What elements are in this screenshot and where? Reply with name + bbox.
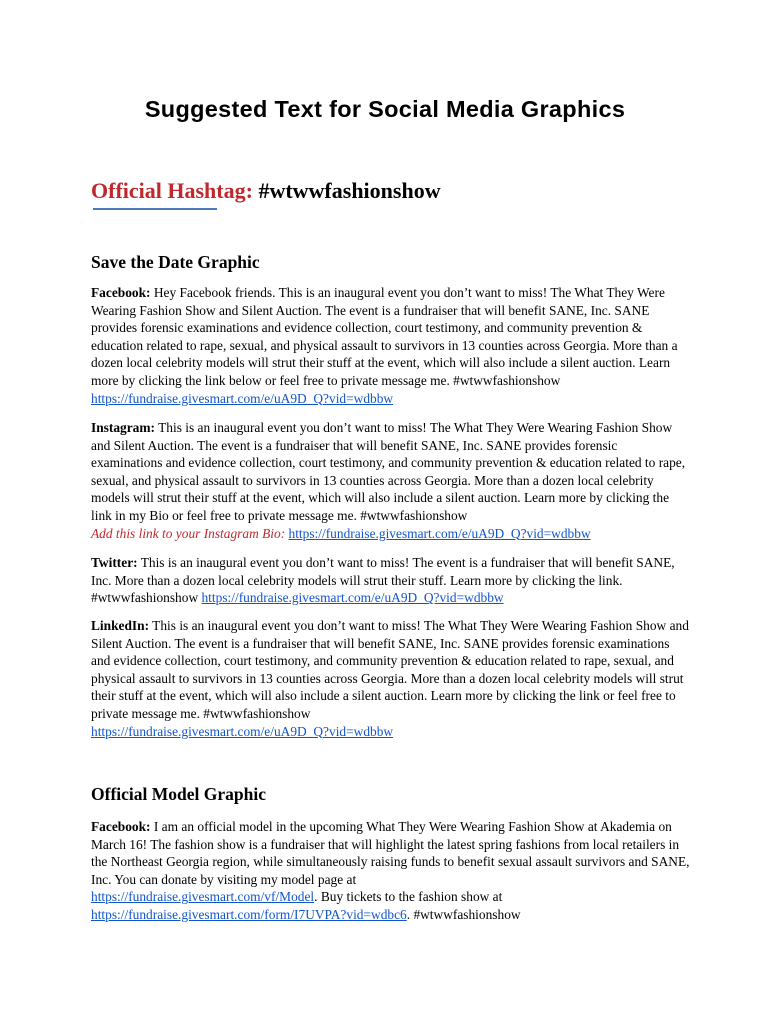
section-heading-save-the-date: Save the Date Graphic: [91, 252, 260, 272]
linkedin-post: [91, 617, 691, 740]
platform-label: Instagram:: [91, 420, 155, 435]
fundraiser-link[interactable]: https://fundraise.givesmart.com/e/uA9D_Q?vid=wdbbw: [91, 723, 394, 739]
section-heading-official-model: Official Model Graphic: [91, 784, 266, 804]
hashtag-label: Official Hashtag:: [91, 178, 253, 203]
platform-label: Twitter:: [91, 555, 138, 570]
post-body-tail: . #wtwwfashionshow: [406, 906, 521, 922]
twitter-post: [91, 554, 691, 607]
instagram-post: [91, 419, 691, 542]
platform-label: Facebook:: [91, 285, 151, 300]
hashtag-value: #wtwwfashionshow: [258, 178, 441, 203]
hashtag-underline: [93, 208, 217, 210]
official-hashtag: [91, 178, 441, 204]
post-body: This is an inaugural event you don’t want to miss! The event is a fundraiser that will benefit SANE, Inc. More than a dozen local celebrity models will strut their stuff. Learn more by clicking the link. #wtwwfashionshow: [91, 555, 675, 606]
post-body: This is an inaugural event you don’t want to miss! The What They Were Wearing Fashion Show and Silent Auction. The event is a fundraiser that will benefit SANE, Inc. SANE provides forensic examinations and evidence collection, court testimony, and community prevention & education related to rape, sexual, and physical assault to survivors in 13 counties across Georgia. More than a dozen local celebrity models will strut their stuff at the event, which will also include a silent auction. Learn more by clicking the link in my Bio or feel free to private message me. #wtwwfashionshow: [91, 420, 686, 523]
platform-label: LinkedIn:: [91, 618, 150, 633]
fundraiser-link[interactable]: https://fundraise.givesmart.com/e/uA9D_Q?vid=wdbbw: [201, 590, 504, 606]
platform-label: Facebook:: [91, 819, 151, 834]
tickets-link[interactable]: https://fundraise.givesmart.com/form/I7UVPA?vid=wdbc6: [91, 906, 407, 922]
page-title: Suggested Text for Social Media Graphics: [144, 96, 626, 122]
instagram-bio-note: Add this link to your Instagram Bio:: [91, 525, 286, 541]
fundraiser-link[interactable]: https://fundraise.givesmart.com/e/uA9D_Q?vid=wdbbw: [91, 390, 394, 406]
model-facebook-post: [91, 818, 691, 924]
fundraiser-link[interactable]: https://fundraise.givesmart.com/e/uA9D_Q?vid=wdbbw: [288, 525, 591, 541]
post-body: I am an official model in the upcoming What They Were Wearing Fashion Show at Akademia on March 16! The fashion show is a fundraiser that will highlight the latest spring fashions from local retailers in the Northeast Georgia region, while simultaneously raising funds to benefit sexual assault survivors and SANE, Inc. You can donate by visiting my model page at: [91, 819, 690, 887]
facebook-post: [91, 284, 691, 407]
post-body: This is an inaugural event you don’t want to miss! The What They Were Wearing Fashion Show and Silent Auction. The event is a fundraiser that will benefit SANE, Inc. SANE provides forensic examinations and evidence collection, court testimony, and community prevention & education related to rape, sexual, and physical assault to survivors in 13 counties across Georgia. More than a dozen local celebrity models will strut their stuff at the event, which will also include a silent auction. Learn more by clicking the link or feel free to private message me. #wtwwfashionshow: [91, 618, 689, 721]
post-body: Hey Facebook friends. This is an inaugural event you don’t want to miss! The What They Were Wearing Fashion Show and Silent Auction. The event is a fundraiser that will benefit SANE, Inc. SANE provides forensic examinations and evidence collection, court testimony, and community prevention & education related to rape, sexual, and physical assault to survivors in 13 counties across Georgia. More than a dozen local celebrity models will strut their stuff at the event, which will also include a silent auction. Learn more by clicking the link below or feel free to private message me. #wtwwfashionshow: [91, 285, 678, 388]
model-page-link[interactable]: https://fundraise.givesmart.com/vf/Model: [91, 889, 315, 905]
post-body-middle: . Buy tickets to the fashion show at: [314, 889, 503, 905]
